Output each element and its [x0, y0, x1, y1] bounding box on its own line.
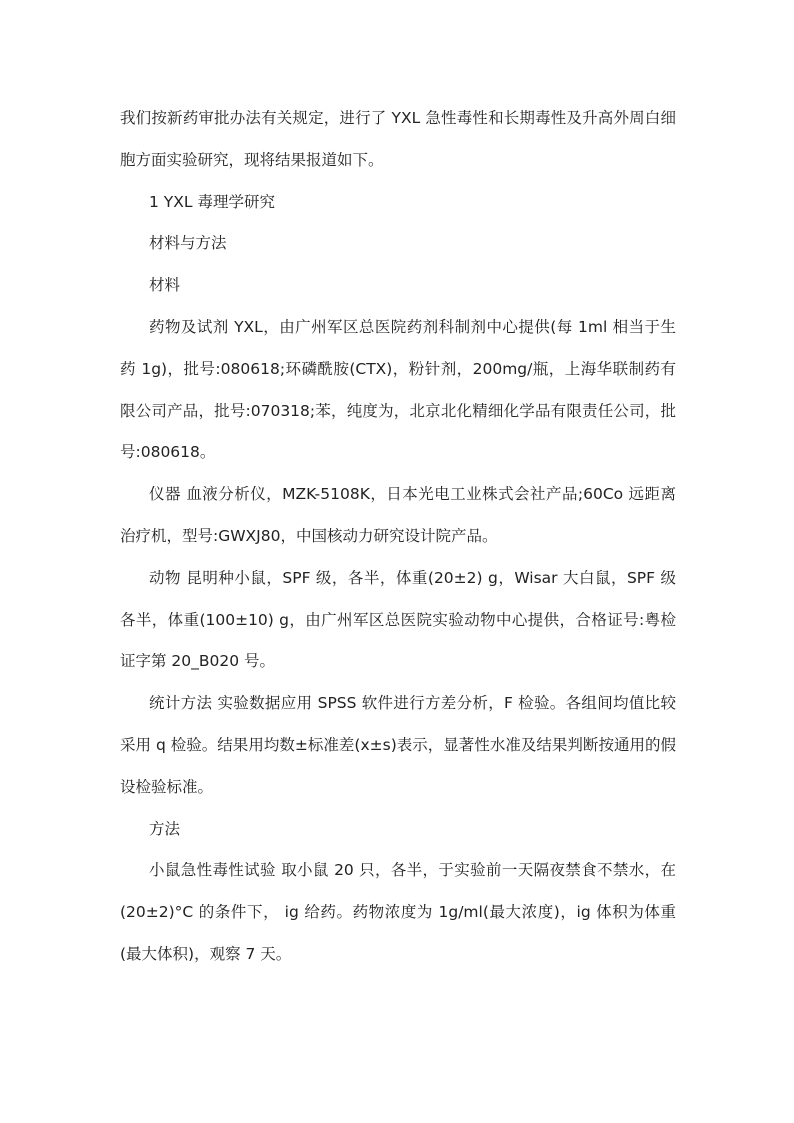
intro-paragraph: 我们按新药审批办法有关规定，进行了 YXL 急性毒性和长期毒性及升高外周白细胞方面实验研究，现将结果报道如下。 [120, 109, 676, 169]
drugs-paragraph: 药物及试剂 YXL，由广州军区总医院药剂科制剂中心提供(每 1ml 相当于生药 1g)，批号:080618;环磷酰胺(CTX)，粉针剂，200mg/瓶，上海华联制药有限公司产品，批号:070318;苯，纯度为，北京北化精细化学品有限责任公司，批号:080618。 [120, 317, 676, 462]
statistics-paragraph: 统计方法 实验数据应用 SPSS 软件进行方差分析，F 检验。各组间均值比较采用 q 检验。结果用均数±标准差(x±s)表示，显著性水准及结果判断按通用的假设检验标准。 [120, 694, 676, 796]
document-body [120, 98, 676, 976]
animals-paragraph: 动物 昆明种小鼠，SPF 级，各半，体重(20±2) g，Wisar 大白鼠，SPF 级各半，体重(100±10) g，由广州军区总医院实验动物中心提供，合格证号:粤检证字第 20_B020 号。 [120, 568, 676, 671]
section-heading-toxicology: 1 YXL 毒理学研究 [149, 192, 275, 211]
subheading-materials-methods: 材料与方法 [149, 234, 227, 253]
instruments-paragraph: 仪器 血液分析仪，MZK-5108K，日本光电工业株式会社产品;60Co 远距离治疗机，型号:GWXJ80，中国核动力研究设计院产品。 [120, 485, 676, 545]
subheading-methods: 方法 [149, 819, 181, 838]
acute-toxicity-paragraph: 小鼠急性毒性试验 取小鼠 20 只，各半，于实验前一天隔夜禁食不禁水，在(20±2)°C 的条件下， ig 给药。药物浓度为 1g/ml(最大浓度)，ig 体积为体重(最大体积)，观察 7 天。 [120, 861, 676, 963]
subheading-materials: 材料 [149, 276, 181, 295]
